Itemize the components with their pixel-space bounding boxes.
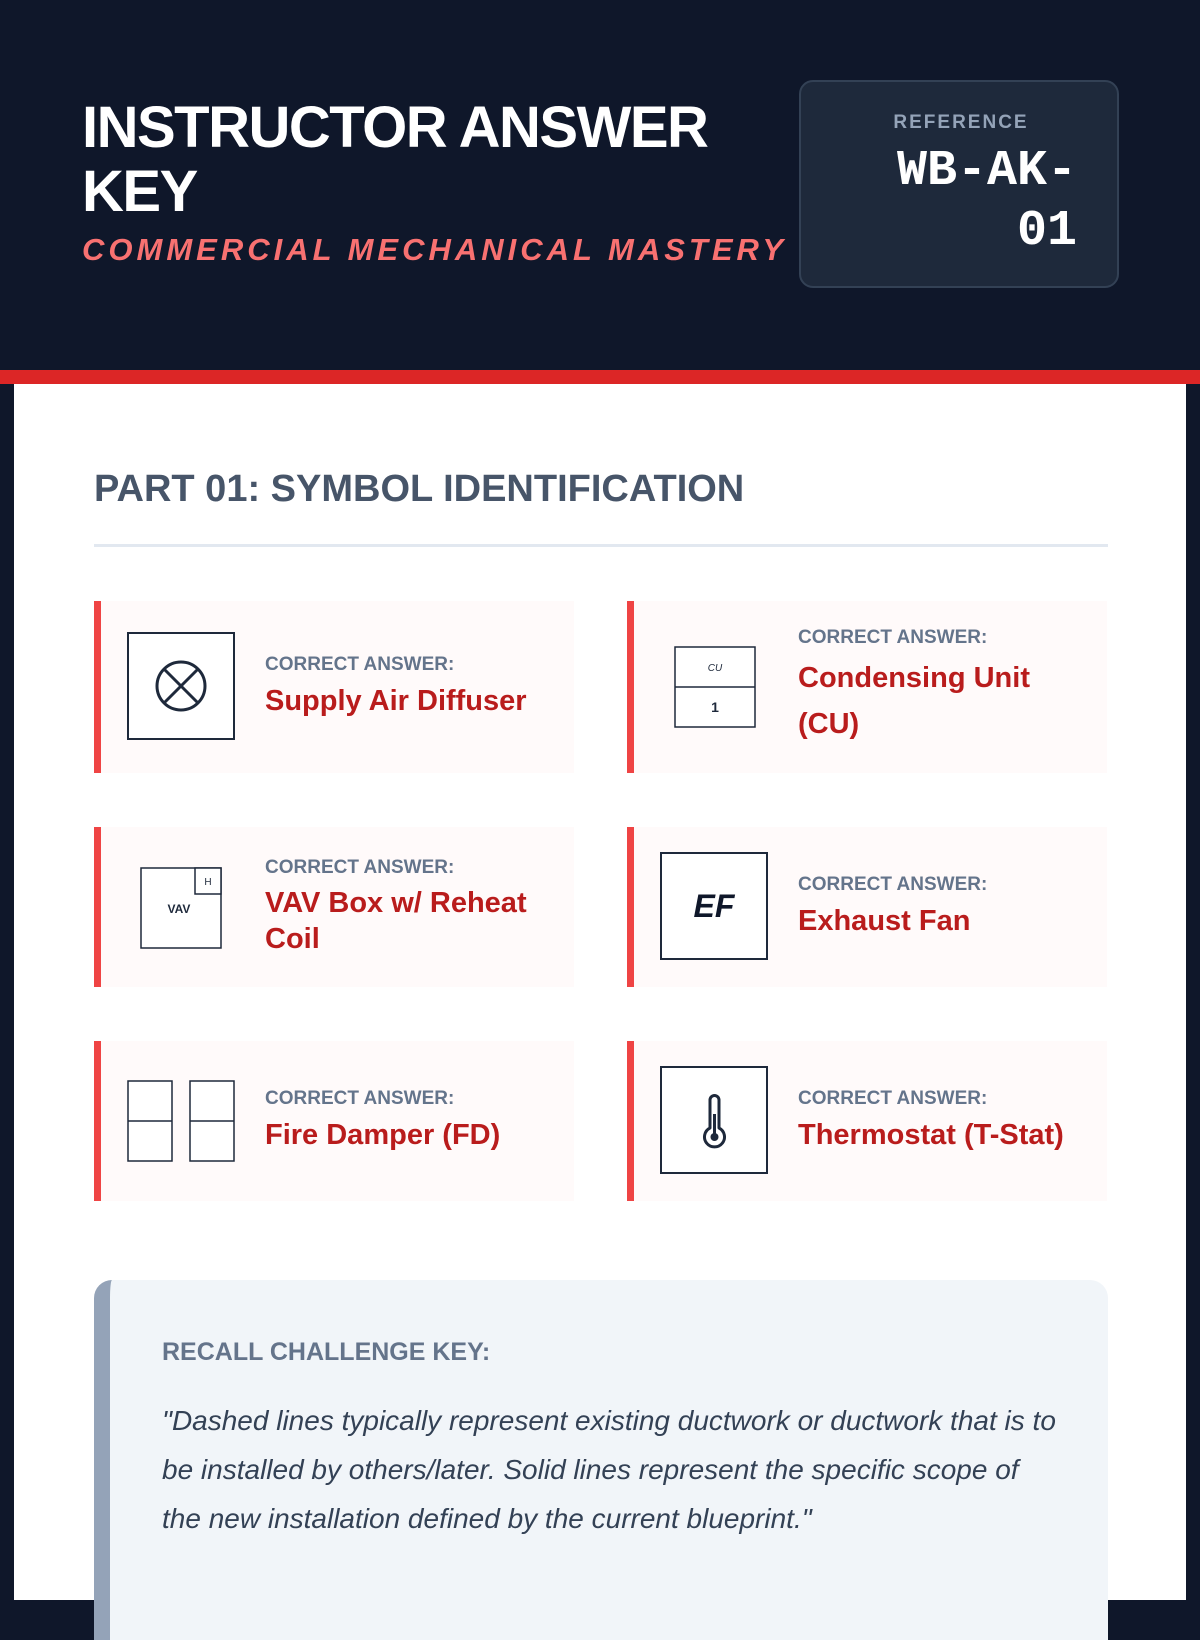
fire-damper-icon [127,1066,237,1176]
reference-box [799,80,1119,288]
answer-label: CORRECT ANSWER: [798,874,988,895]
page-title: INSTRUCTOR ANSWER KEY [82,95,708,224]
thermometer-icon [660,1066,770,1176]
page-header [0,0,1200,370]
reference-label: REFERENCE [893,112,1029,133]
answer-label: CORRECT ANSWER: [265,1088,455,1109]
condensing-unit-icon-top-text: CU [707,663,723,674]
answer-block [265,654,565,720]
answer-value: Fire Damper (FD) [265,1119,501,1151]
exhaust-fan-icon-text: EF [693,888,735,924]
page-subtitle: COMMERCIAL MECHANICAL MASTERY [82,232,788,267]
answer-card-supply-air-diffuser [94,601,574,773]
condensing-unit-icon [660,632,770,742]
answer-block [798,1088,1098,1154]
answer-value: VAV Box w/ Reheat Coil [265,887,527,955]
answer-value: Thermostat (T-Stat) [798,1119,1064,1151]
answer-card-thermostat [627,1041,1107,1201]
accent-bar [0,370,1200,384]
recall-label: RECALL CHALLENGE KEY: [162,1338,491,1366]
answer-card-vav-box [94,827,574,987]
recall-quote: "Dashed lines typically represent existing ductwork or ductwork that is to be installed by others/later. Solid lines represent the specific scope of the new installation defined by the current blueprint." [162,1405,1056,1534]
answer-label: CORRECT ANSWER: [798,627,988,648]
exhaust-fan-icon [660,852,770,962]
answer-value: Condensing Unit (CU) [798,662,1030,740]
section-title: PART 01: SYMBOL IDENTIFICATION [94,468,745,510]
answer-value: Supply Air Diffuser [265,685,527,717]
answer-card-exhaust-fan [627,827,1107,987]
answer-value: Exhaust Fan [798,905,971,937]
supply-air-diffuser-icon [127,632,237,742]
reference-code: WB-AK-01 [896,143,1077,260]
answer-block [265,1088,565,1154]
vav-box-icon-text: VAV [167,902,191,916]
condensing-unit-icon-bottom-text: 1 [711,699,719,715]
answer-label: CORRECT ANSWER: [265,857,455,878]
answer-label: CORRECT ANSWER: [798,1088,988,1109]
answer-card-fire-damper [94,1041,574,1201]
answer-block [798,627,1098,747]
answer-sheet [14,384,1186,1600]
answer-label: CORRECT ANSWER: [265,654,455,675]
answer-card-condensing-unit [627,601,1107,773]
vav-box-icon-corner-text: H [204,877,212,888]
answer-block [265,857,565,957]
recall-challenge-panel [94,1280,1108,1640]
vav-box-icon [127,852,237,962]
section-divider [94,544,1108,547]
answer-block [798,874,1098,940]
